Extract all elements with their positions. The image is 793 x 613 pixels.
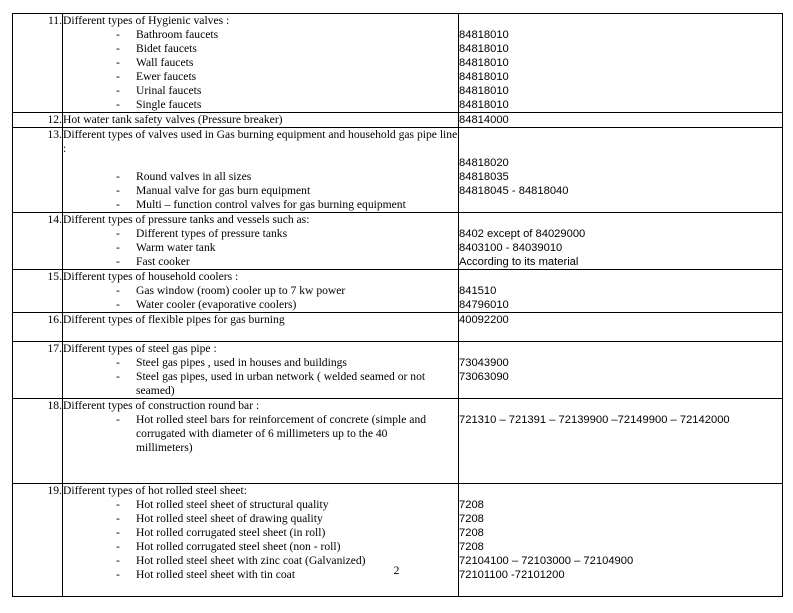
hs-code: 40092200 [459,314,509,326]
row-description [63,313,459,342]
hs-code: 72101100 -72101200 [459,569,565,581]
list-item: - Manual valve for gas burn equipment [116,184,311,197]
row-title: Different types of valves used in Gas burning equipment and household gas pipe line : [63,128,458,155]
row-codes [459,213,783,270]
list-item: - Hot rolled corrugated steel sheet (in roll) [116,526,326,539]
row-title: Different types of construction round bar : [63,399,260,412]
row-codes [459,270,783,313]
hs-code: 84818010 [459,71,509,83]
row-title: Different types of Hygienic valves : [63,14,230,27]
hs-code: 84818010 [459,99,509,111]
list-item: - Hot rolled corrugated steel sheet (non - roll) [116,540,341,553]
hs-code: 84818035 [459,171,509,183]
row-number: 11. [13,14,63,113]
list-item: - Hot rolled steel sheet of structural quality [116,498,329,511]
list-item: - Gas window (room) cooler up to 7 kw power [116,284,346,297]
hs-code: 84818010 [459,85,509,97]
list-item: - Multi – function control valves for gas burning equipment [116,198,406,211]
row-codes [459,14,783,113]
hs-code: 8402 except of 84029000 [459,228,586,240]
hs-code: According to its material [459,256,579,268]
hs-code: 84818020 [459,157,509,169]
row-title: Different types of hot rolled steel sheet: [63,484,247,497]
list-item: - Bidet faucets [116,42,197,55]
list-item: - Urinal faucets [116,84,202,97]
row-description [63,113,459,128]
list-item: - Hot rolled steel sheet with tin coat [116,568,296,581]
table-row [13,313,783,342]
row-description [63,342,459,399]
row-title: Hot water tank safety valves (Pressure breaker) [63,113,283,126]
table-row [13,270,783,313]
hs-code: 7208 [459,541,484,553]
row-number: 18. [13,399,63,484]
row-codes [459,313,783,342]
row-number: 14. [13,213,63,270]
row-number: 15. [13,270,63,313]
hs-code: 841510 [459,285,497,297]
hs-code: 84818045 - 84818040 [459,185,569,197]
hs-code: 73063090 [459,371,509,383]
row-number: 13. [13,128,63,213]
list-item: - Warm water tank [116,241,216,254]
list-item: - Fast cooker [116,255,190,268]
list-item: - Hot rolled steel bars for reinforcement of concrete (simple and corrugated with diameter of 6 millimeters up to the 40 millimeters) [116,413,427,454]
list-item: - Hot rolled steel sheet of drawing quality [116,512,323,525]
row-title: Different types of steel gas pipe : [63,342,217,355]
hs-code: 84818010 [459,57,509,69]
table-row [13,14,783,113]
hs-code: 8403100 - 84039010 [459,242,563,254]
list-item: - Bathroom faucets [116,28,219,41]
list-item: - Steel gas pipes , used in houses and buildings [116,356,347,369]
hs-code: 7208 [459,527,484,539]
row-number: 12. [13,113,63,128]
hs-code: 84818010 [459,29,509,41]
hs-code: 84814000 [459,114,509,126]
table-row [13,399,783,484]
row-title: Different types of pressure tanks and vessels such as: [63,213,310,226]
list-item: - Steel gas pipes, used in urban network ( welded seamed or not seamed) [116,370,426,397]
row-description [63,128,459,213]
page-number: 2 [393,564,400,577]
hs-code: 72104100 – 72103000 – 72104900 [459,555,634,567]
row-number: 19. [13,484,63,597]
row-number: 17. [13,342,63,399]
table-row [13,213,783,270]
list-item: - Round valves in all sizes [116,170,252,183]
list-item: - Wall faucets [116,56,194,69]
hs-code: 73043900 [459,357,509,369]
list-item: - Different types of pressure tanks [116,227,288,240]
row-description [63,14,459,113]
hs-code: 721310 – 721391 – 72139900 –72149900 – 72142000 [459,414,730,426]
row-codes [459,128,783,213]
tariff-table [12,13,783,597]
hs-code: 7208 [459,513,484,525]
table-row [13,113,783,128]
hs-code: 84796010 [459,299,509,311]
row-codes [459,113,783,128]
row-codes [459,484,783,597]
table-row [13,128,783,213]
row-description [63,270,459,313]
table-row [13,342,783,399]
row-title: Different types of flexible pipes for gas burning [63,313,285,326]
hs-code: 84818010 [459,43,509,55]
list-item: - Single faucets [116,98,202,111]
list-item: - Water cooler (evaporative coolers) [116,298,297,311]
row-description [63,213,459,270]
row-number: 16. [13,313,63,342]
hs-code: 7208 [459,499,484,511]
table-row [13,484,783,597]
row-description [63,399,459,484]
row-title: Different types of household coolers : [63,270,239,283]
row-codes [459,399,783,484]
row-description [63,484,459,597]
list-item: - Ewer faucets [116,70,197,83]
row-codes [459,342,783,399]
list-item: - Hot rolled steel sheet with zinc coat (Galvanized) [116,554,366,567]
